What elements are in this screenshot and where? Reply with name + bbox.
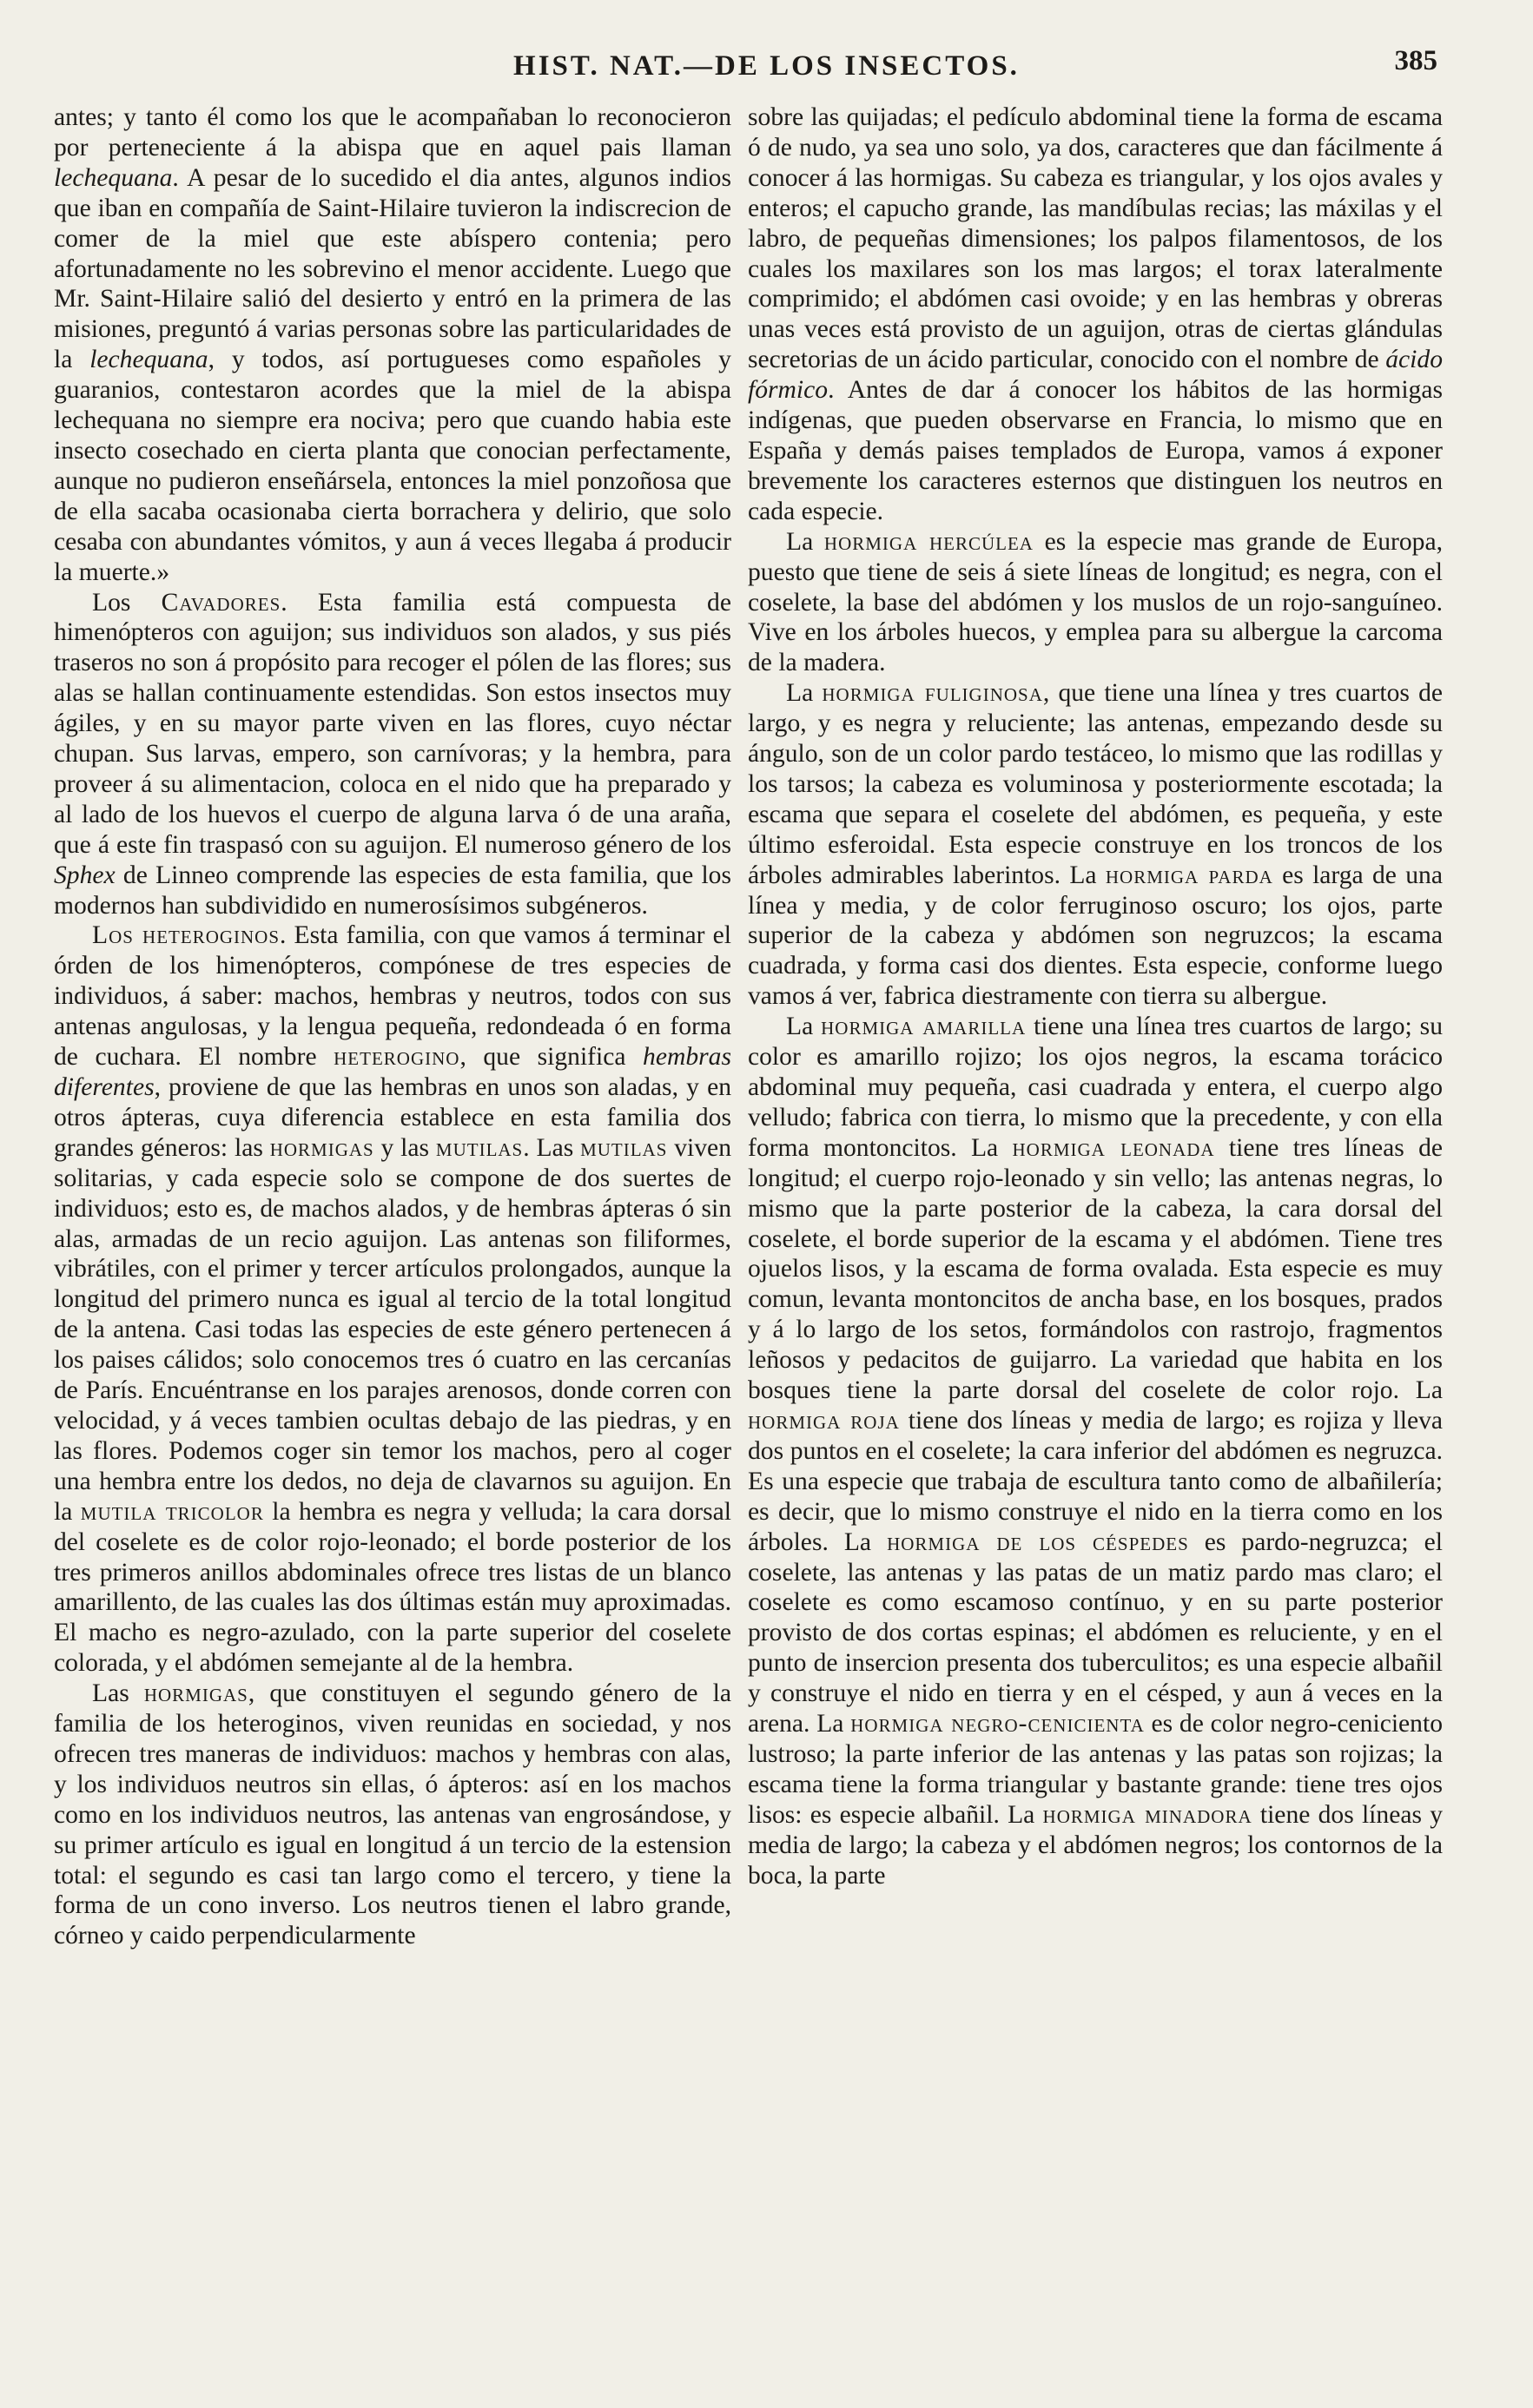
- page-number: 385: [1394, 45, 1437, 76]
- right-column: [748, 102, 1443, 1890]
- paragraph: La hormiga amarilla tiene una línea tres cuartos de largo; su color es amarillo rojizo; los ojos negros, la escama torácico abdominal muy pequeña, casi cuadrada y entera, el cuerpo algo velludo; fabrica con tierra, lo mismo que la precedente, y con ella forma montoncitos. La hormiga leonada tiene tres líneas de longitud; el cuerpo rojo-leonado y sin vello; las antenas negras, lo mismo que la parte posterior de la cabeza, la cara dorsal del coselete, el borde superior de la escama y el abdómen. Tiene tres ojuelos lisos, y la escama de forma ovalada. Esta especie es muy comun, levanta montoncitos de ancha base, en los bosques, prados y á lo largo de los setos, formándolos con rastrojo, fragmentos leñosos y pedacitos de guijarro. La variedad que habita en los bosques tiene la parte dorsal del coselete de color rojo. La hormiga roja tiene dos líneas y media de largo; es rojiza y lleva dos puntos en el coselete; la cara inferior del abdómen es negruzca. Es una especie que trabaja de escultura tanto como de albañilería; es decir, que lo mismo construye el nido en la tierra como en los árboles. La hormiga de los céspedes es pardo-negruzca; el coselete, las antenas y las patas de un matiz pardo mas claro; el coselete es como escamoso contínuo, y en su parte posterior provisto de dos cortas espinas; el abdómen es reluciente, y en el punto de insercion presenta dos tuberculitos; es una especie albañil y construye el nido en tierra y en el césped, y aun á veces en la arena. La hormiga negro-cenicienta es de color negro-ceniciento lustroso; la parte inferior de las antenas y las patas son rojizas; la escama tiene la forma triangular y bastante grande: tiene tres ojos lisos: es especie albañil. La hormiga minadora tiene dos líneas y media de largo; la cabeza y el abdómen negros; los contornos de la boca, la parte: [748, 1013, 1444, 1890]
- paragraph: Las hormigas, que constituyen el segundo género de la familia de los heteroginos, viven reunidas en sociedad, y nos ofrecen tres maneras de individuos: machos y hembras con alas, y los individuos neutros sin ellas, ó ápteros: así en los machos como en los individuos neutros, las antenas van engrosándose, y su primer artículo es igual en longitud á un tercio de la estension total: el segundo es casi tan largo como el tercero, y tiene la forma de un cono inverso. Los neutros tienen el labro grande, córneo y caido perpendicularmente: [54, 1679, 731, 1950]
- paragraph: La hormiga hercúlea es la especie mas grande de Europa, puesto que tiene de seis á siete líneas de longitud; es negra, con el coselete, la base del abdómen y los muslos de un rojo-sanguíneo. Vive en los árboles huecos, y emplea para su albergue la carcoma de la madera.: [748, 527, 1443, 677]
- paragraph: Los heteroginos. Esta familia, con que vamos á terminar el órden de los himenópteros, compónese de tres especies de individuos, á saber: machos, hembras y neutros, todos con sus antenas angulosas, y la lengua pequeña, redondeada ó en forma de cuchara. El nombre heterogino, que significa hembras diferentes, proviene de que las hembras en unos son aladas, y en otros ápteras, cuya diferencia establece en esta familia dos grandes géneros: las hormigas y las mutilas. Las mutilas viven solitarias, y cada especie solo se compone de dos suertes de individuos; esto es, de machos alados, y de hembras ápteras ó sin alas, armadas de un recio aguijon. Las antenas son filiformes, vibrátiles, con el primer y tercer artículos prolongados, aunque la longitud del primero nunca es igual al tercio de la total longitud de la antena. Casi todas las especies de este género pertenecen á los paises cálidos; solo conocemos tres ó cuatro en las cercanías de París. Encuéntranse en los parajes arenosos, donde corren con velocidad, y á veces tambien ocultas debajo de las piedras, y en las flores. Podemos coger sin temor los machos, pero al coger una hembra entre los dedos, no deja de clavarnos su aguijon. En la mutila tricolor la hembra es negra y velluda; la cara dorsal del coselete es de color rojo-leonado; el borde posterior de los tres primeros anillos abdominales ofrece tres listas de un blanco amarillento, de las cuales las dos últimas están muy aproximadas. El macho es negro-azulado, con la parte superior del coselete colorada, y el abdómen semejante al de la hembra.: [54, 921, 731, 1678]
- paragraph: sobre las quijadas; el pedículo abdominal tiene la forma de escama ó de nudo, ya sea uno solo, ya dos, caracteres que dan fácilmente á conocer á las hormigas. Su cabeza es triangular, y los ojos avales y enteros; el capucho grande, las mandíbulas recias; las máxilas y el labro, de pequeñas dimensiones; los palpos filamentosos, de los cuales los maxilares son los mas largos; el torax lateralmente comprimido; el abdómen casi ovoide; y en las hembras y obreras unas veces está provisto de un aguijon, otras de ciertas glándulas secretorias de un ácido particular, conocido con el nombre de ácido fórmico. Antes de dar á conocer los hábitos de las hormigas indígenas, que pueden observarse en Francia, lo mismo que en España y demás paises templados de Europa, vamos á exponer brevemente los caracteres esternos que distinguen los neutros en cada especie.: [748, 103, 1443, 525]
- running-title: HIST. NAT.—DE LOS INSECTOS.: [513, 50, 1020, 82]
- paragraph: Los Cavadores. Esta familia está compuesta de himenópteros con aguijon; sus individuos son alados, y sus piés traseros no son á propósito para recoger el pólen de las flores; sus alas se hallan continuamente estendidas. Son estos insectos muy ágiles, y en su mayor parte viven en las flores, cuyo néctar chupan. Sus larvas, empero, son carnívoras; y la hembra, para proveer á su alimentacion, coloca en el nido que ha preparado y al lado de los huevos el cuerpo de alguna larva ó de una araña, que á este fin traspasó con su aguijon. El numeroso género de los Sphex de Linneo comprende las especies de esta familia, que los modernos han subdividido en numerosísimos subgéneros.: [54, 588, 731, 920]
- paragraph: antes; y tanto él como los que le acompañaban lo reconocieron por perteneciente á la abispa que en aquel pais llaman lechequana. A pesar de lo sucedido el dia antes, algunos indios que iban en compañía de Saint-Hilaire tuvieron la indiscrecion de comer de la miel que este abíspero contenia; pero afortunadamente no les sobrevino el menor accidente. Luego que Mr. Saint-Hilaire salió del desierto y entró en la primera de las misiones, preguntó á varias personas sobre las particularidades de la lechequana, y todos, así portugueses como españoles y guaranios, contestaron acordes que la miel de la abispa lechequana no siempre era nociva; pero que cuando habia este insecto cosechado en cierta planta que conocian perfectamente, aunque no pudieron enseñársela, entonces la miel ponzoñosa que de ella sacaba ocasionaba cierta borrachera y delirio, que solo cesaba con abundantes vómitos, y aun á veces llegaba á producir la muerte.»: [54, 103, 731, 586]
- left-column: [54, 102, 731, 1951]
- paragraph: La hormiga fuliginosa, que tiene una línea y tres cuartos de largo, y es negra y reluciente; las antenas, empezando desde su ángulo, son de un color pardo testáceo, lo mismo que las rodillas y los tarsos; la cabeza es voluminosa y posteriormente escotada; la escama que separa el coselete del abdómen, es pequeña, y este último esferoidal. Esta especie construye en los troncos de los árboles admirables laberintos. La hormiga parda es larga de una línea y media, y de color ferruginoso oscuro; los ojos, parte superior de la cabeza y abdómen son negruzcos; la escama cuadrada, y forma casi dos dientes. Esta especie, conforme luego vamos á ver, fabrica diestramente con tierra su albergue.: [748, 679, 1443, 1011]
- page-header: [0, 45, 1533, 94]
